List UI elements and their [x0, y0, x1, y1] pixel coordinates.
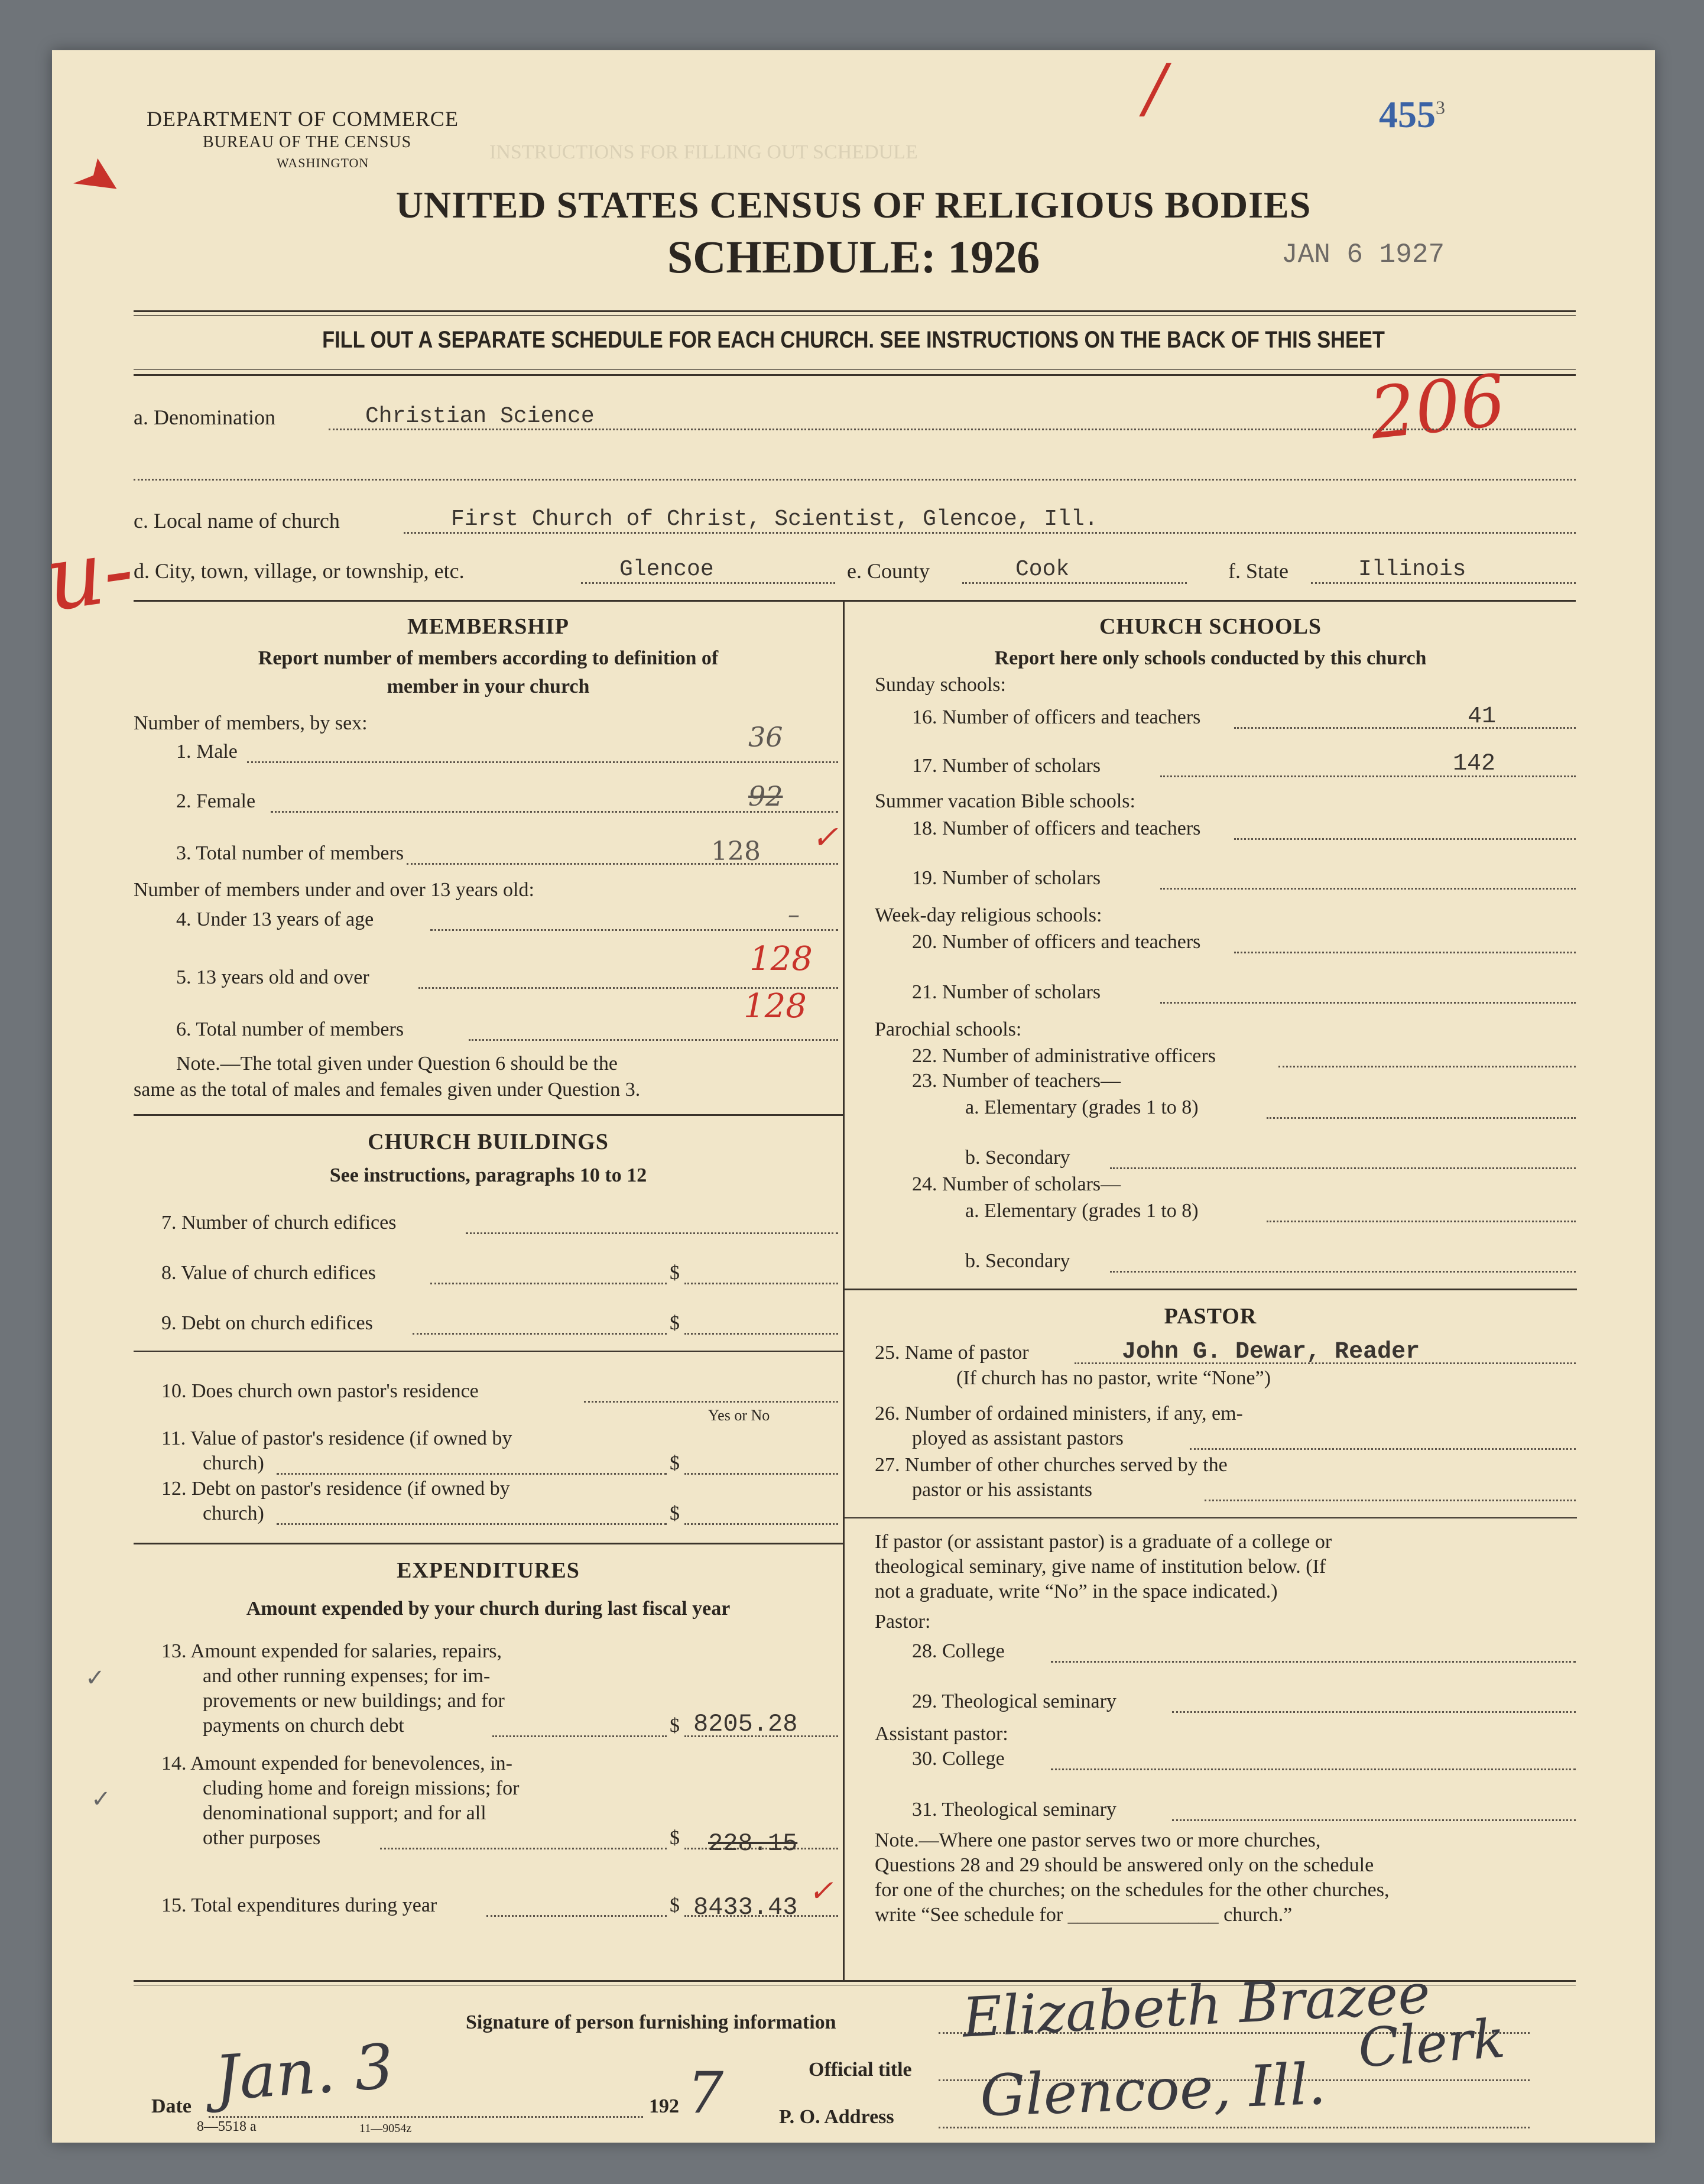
- form-title: UNITED STATES CENSUS OF RELIGIOUS BODIES: [395, 184, 1312, 226]
- city-value[interactable]: Glencoe: [619, 557, 714, 582]
- q14-label-4: other purposes: [203, 1827, 321, 1849]
- grad-note-1: If pastor (or assistant pastor) is a graduate of a college or: [875, 1531, 1332, 1553]
- year-prefix: 192: [649, 2095, 679, 2117]
- q9-label: 9. Debt on church edifices: [161, 1312, 373, 1334]
- local-name-value[interactable]: First Church of Christ, Scientist, Glencoe, Ill.: [451, 507, 1098, 532]
- pastor-note-2: Questions 28 and 29 should be answered only on the schedule: [875, 1854, 1374, 1876]
- county-value[interactable]: Cook: [1015, 557, 1070, 582]
- q5-label: 5. 13 years old and over: [176, 966, 369, 988]
- pastor-note-1: Note.—Where one pastor serves two or more churches,: [875, 1829, 1321, 1851]
- expenditures-sub: Amount expended by your church during last fiscal year: [246, 1598, 731, 1620]
- red-tick: /: [1144, 50, 1167, 126]
- red-mark-u: u-: [39, 517, 140, 632]
- q21-label: 21. Number of scholars: [912, 981, 1101, 1003]
- q19-label: 19. Number of scholars: [912, 867, 1101, 889]
- q16-value[interactable]: 41: [1468, 703, 1497, 730]
- q13-label-3: provements or new buildings; and for: [203, 1690, 505, 1712]
- schools-sub: Report here only schools conducted by this church: [994, 647, 1427, 669]
- q23-label: 23. Number of teachers—: [912, 1070, 1121, 1092]
- city-label-field: d. City, town, village, or township, etc.: [134, 559, 465, 583]
- official-title-label: Official title: [809, 2059, 912, 2081]
- q27-label-1: 27. Number of other churches served by the: [875, 1454, 1228, 1476]
- q6-label: 6. Total number of members: [176, 1018, 404, 1040]
- q14-label-2: cluding home and foreign missions; for: [203, 1777, 520, 1799]
- signature-value[interactable]: Elizabeth Brazee: [960, 1962, 1432, 2050]
- po-address-label: P. O. Address: [779, 2106, 894, 2128]
- q13-value[interactable]: 8205.28: [693, 1710, 798, 1738]
- assistant-pastor-label: Assistant pastor:: [875, 1723, 1008, 1745]
- q15-value[interactable]: 8433.43: [693, 1893, 798, 1922]
- denomination-value[interactable]: Christian Science: [365, 404, 595, 429]
- print-number: 11—9054z: [359, 2122, 412, 2135]
- q14-label-1: 14. Amount expended for benevolences, in-: [161, 1753, 512, 1774]
- q8-label: 8. Value of church edifices: [161, 1262, 376, 1284]
- q13-label-2: and other running expenses; for im-: [203, 1665, 491, 1687]
- membership-sub1: Report number of members according to definition of: [258, 647, 719, 669]
- q14-label-3: denominational support; and for all: [203, 1802, 486, 1824]
- buildings-heading: CHURCH BUILDINGS: [368, 1130, 609, 1154]
- census-schedule-sheet: INSTRUCTIONS FOR FILLING OUT SCHEDULE DEPARTMENT OF COMMERCE BUREAU OF THE CENSUS WASHINGTON $455^3$ / ➤ UNITED STATES CENSUS OF RELIGIOUS BODIES SCHEDULE: 1926 JAN 6 1927 FILL OUT A SEPARATE SCHEDULE FOR EACH CHURCH. SEE INSTRUCTIONS ON THE BACK OF THIS SHEET 206 u- a. Denomination Christian Science c. Local name of church First Church of Christ, Scientist, Glencoe, Ill. d. City, town, village, or township, etc. Glencoe e. County Cook f. State Illinois MEMBERSHIP Report number of members according to definition of member in your church Number of members, by sex: 1. Male 36 2. Female 92 3. Total number of members 128 ✓ Number of members under and over 13 years old: 4. Under 13 years of age – 5. 13 years old and over 128 6. Total number of members 128 Note.—The total given under Question 6 should be the same as the total of males and females given under Question 3. CHURCH BUILDINGS See instructions, paragraphs 10 to 12 7. Number of church edifices 8. Value of church edifices $ 9. Debt on church edifices $ 10. Does church own pastor's residence Yes or No 11. Value of pastor's residence (if owned by church) $ 12. Debt on pastor's residence (if owned by church) $ EXPENDITURES Amount expended by your church during last fiscal year 13. Amount expended for salaries, repairs, and other running expenses; for im- provements or new buildings; and for payments on church debt $ 8205.28 ✓ 14. Amount expended for benevolences, in- cluding home and foreign missions; for denominational support; and for all other purposes $ 228.15 ✓ 15. Total expenditures during year $ 8433.43 ✓ CHURCH SCHOOLS Report here only schools conducted by this church Sunday schools: 16. Number of officers and teachers 41 17. Number of scholars 142 Summer vacation Bible schools: 18. Number of officers and teachers 19. Number of scholars Week-day religious schools: 20. Number of officers and teachers 21. Number of scholars Parochial schools: 22. Number of administrative officers 23. Number of teachers— a. Elementary (grades 1 to 8) b. Secondary 24. Number of scholars— a. Elementary (grades 1 to 8) b. Secondary PASTOR 25. Name of pastor John G. Dewar, Reader (If church has no pastor, write “None”) 26. Number of ordained ministers, if any, em- ployed as assistant pastors 27. Number of other churches served by the pastor or his assistants If pastor (or assistant pastor) is a graduate of a college or theological seminary, give name of institution below. (If not a graduate, write “No” in the space indicated.) Pastor: 28. College 29. Theological seminary Assistant pastor: 30. College 31. Theological seminary Note.—Where one pastor serves two or more churches, Questions 28 and 29 should be answered only on the schedule for one of the churches; on the schedules for the other churches, write “See schedule for _______________ church.” Signature of person furnishing information Elizabeth Brazee Official title Clerk P. O. Address Glencoe, Ill. Date Jan. 3 192 7 8—5518 a 11—9054z: [52, 50, 1655, 2143]
- q31-label: 31. Theological seminary: [912, 1799, 1116, 1820]
- instruction-banner: FILL OUT A SEPARATE SCHEDULE FOR EACH CHURCH. SEE INSTRUCTIONS ON THE BACK OF THIS SHEET: [322, 327, 1385, 353]
- q24-label: 24. Number of scholars—: [912, 1173, 1121, 1195]
- q24a-label: a. Elementary (grades 1 to 8): [965, 1200, 1199, 1222]
- local-name-label: c. Local name of church: [134, 509, 340, 533]
- pastor-label: Pastor:: [875, 1611, 931, 1633]
- q12-label-2: church): [203, 1502, 264, 1524]
- membership-sub2: member in your church: [387, 676, 590, 697]
- by-sex-label: Number of members, by sex:: [134, 712, 368, 734]
- q7-label: 7. Number of church edifices: [161, 1212, 397, 1234]
- bureau-label: BUREAU OF THE CENSUS: [203, 133, 412, 151]
- date-label: Date: [151, 2095, 192, 2117]
- stamp-number: $455^3$: [1379, 93, 1445, 135]
- pastor-note-4: write “See schedule for _______________ church.”: [875, 1904, 1293, 1926]
- red-code: 206: [1366, 359, 1510, 456]
- grad-note-3: not a graduate, write “No” in the space indicated.): [875, 1581, 1278, 1602]
- q2-value[interactable]: 92: [748, 780, 783, 812]
- sunday-schools-label: Sunday schools:: [875, 674, 1006, 696]
- q28-label: 28. College: [912, 1640, 1005, 1662]
- q15-label: 15. Total expenditures during year: [161, 1894, 437, 1916]
- q12-label-1: 12. Debt on pastor's residence (if owned by: [161, 1478, 510, 1500]
- signature-label: Signature of person furnishing information: [466, 2011, 836, 2033]
- red-arrow-icon: ➤: [61, 138, 132, 214]
- po-address-value[interactable]: Glencoe, Ill.: [979, 2050, 1328, 2130]
- state-value[interactable]: Illinois: [1358, 557, 1466, 582]
- q17-label: 17. Number of scholars: [912, 755, 1101, 777]
- q3-label: 3. Total number of members: [176, 842, 404, 864]
- q25-label: 25. Name of pastor: [875, 1342, 1029, 1364]
- q3-value[interactable]: 128: [711, 836, 761, 867]
- q11-label-2: church): [203, 1452, 264, 1474]
- by-age-label: Number of members under and over 13 years old:: [134, 879, 534, 901]
- q27-label-2: pastor or his assistants: [912, 1479, 1093, 1501]
- q29-label: 29. Theological seminary: [912, 1690, 1116, 1712]
- grad-note-2: theological seminary, give name of institution below. (If: [875, 1556, 1326, 1578]
- q5-value[interactable]: 128: [749, 940, 813, 978]
- membership-note1: Note.—The total given under Question 6 should be the: [176, 1053, 618, 1075]
- q25-note: (If church has no pastor, write “None”): [956, 1367, 1271, 1389]
- q14-value[interactable]: 228.15: [708, 1829, 798, 1858]
- q24b-label: b. Secondary: [965, 1250, 1070, 1272]
- q22-label: 22. Number of administrative officers: [912, 1045, 1216, 1067]
- date-received-stamp: JAN 6 1927: [1281, 239, 1445, 270]
- form-number: 8—5518 a: [197, 2119, 257, 2134]
- official-title-value[interactable]: Clerk: [1356, 2007, 1507, 2080]
- weekday-schools-label: Week-day religious schools:: [875, 904, 1102, 926]
- q1-label: 1. Male: [176, 741, 238, 762]
- q6-value[interactable]: 128: [744, 987, 807, 1026]
- date-value[interactable]: Jan. 3: [212, 2030, 396, 2115]
- membership-heading: MEMBERSHIP: [407, 614, 569, 639]
- q16-label: 16. Number of officers and teachers: [912, 706, 1201, 728]
- denomination-label: a. Denomination: [134, 405, 275, 429]
- q17-value[interactable]: 142: [1453, 751, 1496, 777]
- q26-label-2: ployed as assistant pastors: [912, 1427, 1124, 1449]
- yes-no-hint: Yes or No: [708, 1407, 770, 1424]
- q11-label-1: 11. Value of pastor's residence (if owned by: [161, 1427, 512, 1449]
- q4-value[interactable]: –: [788, 901, 800, 929]
- q23a-label: a. Elementary (grades 1 to 8): [965, 1096, 1199, 1118]
- city-label: WASHINGTON: [277, 155, 369, 170]
- schools-heading: CHURCH SCHOOLS: [1099, 614, 1322, 639]
- q13-label-1: 13. Amount expended for salaries, repairs,: [161, 1640, 502, 1662]
- q2-label: 2. Female: [176, 790, 256, 812]
- show-through-text: INSTRUCTIONS FOR FILLING OUT SCHEDULE: [489, 141, 918, 163]
- q20-label: 20. Number of officers and teachers: [912, 931, 1201, 953]
- summer-schools-label: Summer vacation Bible schools:: [875, 790, 1135, 812]
- state-label: f. State: [1228, 559, 1288, 583]
- schedule-title: SCHEDULE: 1926: [667, 231, 1040, 283]
- q10-label: 10. Does church own pastor's residence: [161, 1380, 479, 1402]
- q25-value[interactable]: John G. Dewar, Reader: [1122, 1339, 1420, 1365]
- year-value[interactable]: 7: [687, 2060, 724, 2126]
- q13-label-4: payments on church debt: [203, 1715, 404, 1737]
- buildings-sub: See instructions, paragraphs 10 to 12: [329, 1164, 647, 1186]
- q1-value[interactable]: 36: [748, 721, 783, 753]
- county-label: e. County: [847, 559, 930, 583]
- dept-label: DEPARTMENT OF COMMERCE: [147, 107, 459, 131]
- q30-label: 30. College: [912, 1748, 1005, 1770]
- pastor-heading: PASTOR: [1164, 1304, 1257, 1329]
- q26-label-1: 26. Number of ordained ministers, if any, em-: [875, 1403, 1243, 1424]
- q4-label: 4. Under 13 years of age: [176, 908, 374, 930]
- q18-label: 18. Number of officers and teachers: [912, 817, 1201, 839]
- expenditures-heading: EXPENDITURES: [397, 1558, 580, 1583]
- membership-note2: same as the total of males and females given under Question 3.: [134, 1079, 641, 1101]
- parochial-schools-label: Parochial schools:: [875, 1018, 1022, 1040]
- pastor-note-3: for one of the churches; on the schedules for the other churches,: [875, 1879, 1390, 1901]
- q23b-label: b. Secondary: [965, 1147, 1070, 1169]
